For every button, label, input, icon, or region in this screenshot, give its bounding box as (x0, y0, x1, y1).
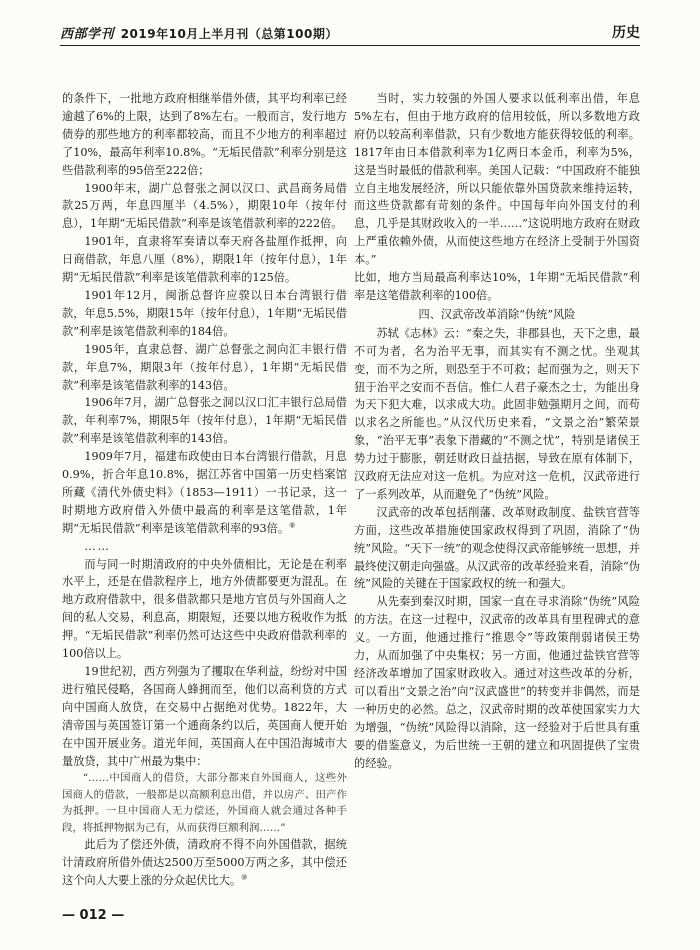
paragraph: 从先秦到秦汉时期，国家一直在寻求消除“伪统”风险的方法。在这一过程中，汉武帝的改革具有里程碑式的意义。一方面，他通过推行“推恩令”等政策削弱诸侯王势力，从而加强了中央集权；另一方面，他通过盐铁官营等经济改革增加了国家财政收入。通过对这些改革的分析，可以看出“文景之治”向“汉武盛世”的转变并非偶然，而是一种历史的必然。总之，汉武帝时期的改革使国家实力大为增强，“伪统”风险得以消除，这一经验对于后世具有重要的借鉴意义，为后世统一王朝的建立和巩固提供了宝贵的经验。 (354, 595, 640, 770)
issue-info: 2019年10月上半月刊（总第100期） (120, 27, 338, 41)
journal-logo: 西部学刊 (60, 27, 115, 42)
paragraph: 1905年，直隶总督、湖广总督张之洞向汇丰银行借款，年息7%，期限3年（按年付息），1年期“无垢民借款”利率是该笔借款利率的143倍。 (62, 342, 347, 392)
paragraph: 1901年12月，闽浙总督许应骙以日本台湾银行借款，年息5.5%，期限15年（按年付息），1年期“无垢民借款”利率是该笔借款利率的184倍。 (62, 288, 347, 338)
page-header (60, 20, 640, 46)
paragraph: 的条件下，一批地方政府相继举借外债，其平均利率已经逾越了6%的上限，达到了8%左右。一般而言，发行地方债券的那些地方的利率都较高，而且不少地方的利率超过了10%，最高年利率10.8%。“无垢民借款”利率分别是这些借款利率的95倍至222倍； (62, 92, 347, 177)
section-category: 历史 (612, 25, 640, 41)
journal-title (60, 23, 338, 42)
paragraph: 1900年末，湖广总督张之洞以汉口、武昌商务局借款25万两，年息四厘半（4.5%），期限10年（按年付息），1年期“无垢民借款”利率是该笔借款利率的222倍。 (62, 181, 347, 231)
section-heading: 四、汉武帝改革消除“伪统”风险 (418, 307, 576, 321)
paragraph: 汉武帝的改革包括削藩、改革财政制度、盐铁官营等方面，这些改革措施使国家政权得到了巩固，消除了“伪统”风险。“天下一统”的观念使得汉武帝能够统一思想，并最终使汉朝走向强盛。从汉武帝的改革经验来看，消除“伪统”风险的关键在于国家政权的统一和强大。 (354, 505, 640, 591)
paragraph: 19世纪初，西方列强为了攫取在华利益，纷纷对中国进行殖民侵略，各国商人蜂拥而至，他们以高利贷的方式向中国商人放贷，在交易中占据绝对优势。1822年，大清帝国与英国签订第一个通商条约以后，英国商人便开始在中国开展业务。道光年间，英国商人在中国沿海城市大量放贷，其中广州最为集中： (62, 665, 347, 768)
paragraph (62, 836, 347, 890)
paragraph: 而与同一时期清政府的中央外债相比，无论是在利率水平上，还是在借款程序上，地方外债都要更为混乱。在地方政府借款中，很多借款都只是地方官员与外国商人之间的私人交易，利息高，期限短，还要以地方税收作为抵押。“无垢民借款”利率仍然可达这些中央政府借款利率的100倍以上。 (62, 557, 347, 661)
paragraph: 苏轼《志林》云：“秦之失，非郡县也，天下之患，最不可为者，名为治平无事，而其实有不测之忧。坐观其变，而不为之所，则恐至于不可救；起而强为之，则天下狃于治平之安而不吾信。惟仁人君子豪杰之士，为能出身为天下犯大难，以求成大功。此固非勉强期月之间，而苟以求名之所能也。”从汉代历史来看，“文景之治”繁荣景象，“治平无事”表象下潜藏的“不测之忧”，特别是诸侯王势力过于膨胀，朝廷财政日益拮据，导致在原有体制下，汉政府无法应对这一危机。为应对这一危机，汉武帝进行了一系列改革，从而避免了“伪统”风险。 (354, 326, 640, 501)
left-column (62, 90, 347, 890)
block-quote: “……中国商人的借贷，大部分都来自外国商人，这些外国商人的借款，一般都是以高额利息出借，并以房产、田产作为抵押。一旦中国商人无力偿还，外国商人就会通过各种手段，将抵押物据为己有，从而获得巨额利润……” (62, 772, 347, 834)
paragraph: 比如，地方当局最高利率达10%，1年期“无垢民借款”利率是这笔借款利率的100倍。 (354, 271, 640, 302)
footnote-marker: ⑩ (241, 873, 248, 882)
ellipsis: …… (84, 539, 111, 553)
paragraph: 当时，实力较强的外国人要求以低利率出借，年息5%左右，但由于地方政府的信用较低，所以多数地方政府仍以较高利率借款，只有少数地方能获得较低的利率。1817年由日本借款利率为1亿两日本金币，利率为5%，这是当时最低的借款利率。美国人记载：“中国政府不能独立自主地发展经济，所以只能依靠外国贷款来维持运转，而这些贷款都有苛刻的条件。中国每年向外国支付的利息，几乎是其财政收入的一半……”这说明地方政府在财政上严重依赖外债，从而使这些地方在经济上受制于外国资本。” (354, 92, 640, 267)
paragraph-text: 1909年7月，福建布政使由日本台湾银行借款，月息0.9%，折合年息10.8%，据江苏省中国第一历史档案馆所藏《清代外债史料》（1853—1911）一书记录，这一时期地方政府借入外债中最高的利率是这笔借款，1年期“无垢民借款”利率是该笔借款利率的93倍。 (62, 450, 347, 535)
paragraph: 1906年7月，湖广总督张之洞以汉口汇丰银行总局借款，年利率7%，期限5年（按年付息），1年期“无垢民借款”利率是该笔借款利率的143倍。 (62, 396, 347, 446)
right-column (354, 90, 640, 772)
page-number: — 012 — (62, 908, 125, 923)
paragraph (62, 448, 347, 538)
paragraph: 1901年，直隶将军奏请以奉天府各盐厘作抵押，向日商借款，年息八厘（8%），期限1年（按年付息），1年期“无垢民借款”利率是该笔借款利率的125倍。 (62, 235, 347, 285)
footnote-marker: ⑧ (289, 521, 296, 530)
paragraph-text: 此后为了偿还外债，清政府不得不向外国借款，据统计清政府所借外债达2500万至5000万两之多，其中偿还这个向人大要上涨的分众起伏比大。 (62, 838, 347, 888)
